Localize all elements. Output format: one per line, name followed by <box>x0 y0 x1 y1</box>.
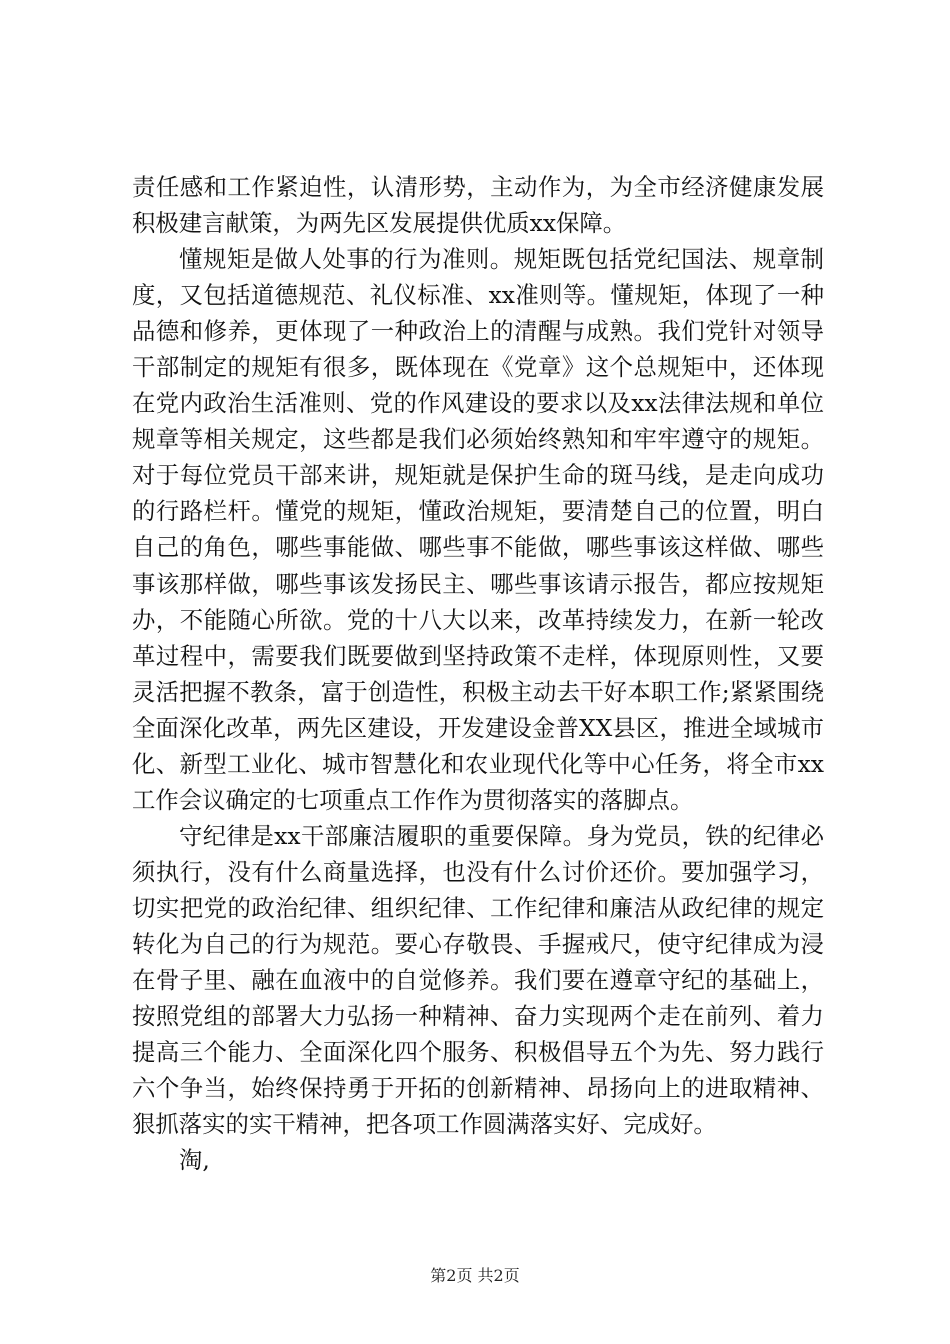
document-body <box>132 169 824 1178</box>
paragraph-rules: 懂规矩是做人处事的行为准则。规矩既包括党纪国法、规章制度，又包括道德规范、礼仪标准、xx准则等。懂规矩，体现了一种品德和修养，更体现了一种政治上的清醒与成熟。我们党针对领导干部制定的规矩有很多，既体现在《党章》这个总规矩中，还体现在党内政治生活准则、党的作风建设的要求以及xx法律法规和单位规章等相关规定，这些都是我们必须始终熟知和牢牢遵守的规矩。对于每位党员干部来讲，规矩就是保护生命的斑马线，是走向成功的行路栏杆。懂党的规矩，懂政治规矩，要清楚自己的位置，明白自己的角色，哪些事能做、哪些事不能做，哪些事该这样做、哪些事该那样做，哪些事该发扬民主、哪些事该请示报告，都应按规矩办，不能随心所欲。党的十八大以来，改革持续发力，在新一轮改革过程中，需要我们既要做到坚持政策不走样，体现原则性，又要灵活把握不教条，富于创造性，积极主动去干好本职工作;紧紧围绕全面深化改革，两先区建设，开发建设金普XX县区，推进全域城市化、新型工业化、城市智慧化和农业现代化等中心任务，将全市xx工作会议确定的七项重点工作作为贯彻落实的落脚点。 <box>132 245 824 814</box>
page-number-footer: 第2页 共2页 <box>430 1266 520 1285</box>
paragraph-discipline: 守纪律是xx干部廉洁履职的重要保障。身为党员，铁的纪律必须执行，没有什么商量选择，也没有什么讨价还价。要加强学习，切实把党的政治纪律、组织纪律、工作纪律和廉洁从政纪律的规定转化为自己的行为规范。要心存敬畏、手握戒尺，使守纪律成为浸在骨子里、融在血液中的自觉修养。我们要在遵章守纪的基础上，按照党组的部署大力弘扬一种精神、奋力实现两个走在前列、着力提高三个能力、全面深化四个服务、积极倡导五个为先、努力践行六个争当，始终保持勇于开拓的创新精神、昂扬向上的进取精神、狠抓落实的实干精神，把各项工作圆满落实好、完成好。 <box>132 821 824 1139</box>
paragraph-fragment: 淘, <box>179 1146 210 1175</box>
paragraph-continuation: 责任感和工作紧迫性，认清形势，主动作为，为全市经济健康发展积极建言献策，为两先区发展提供优质xx保障。 <box>132 173 824 238</box>
